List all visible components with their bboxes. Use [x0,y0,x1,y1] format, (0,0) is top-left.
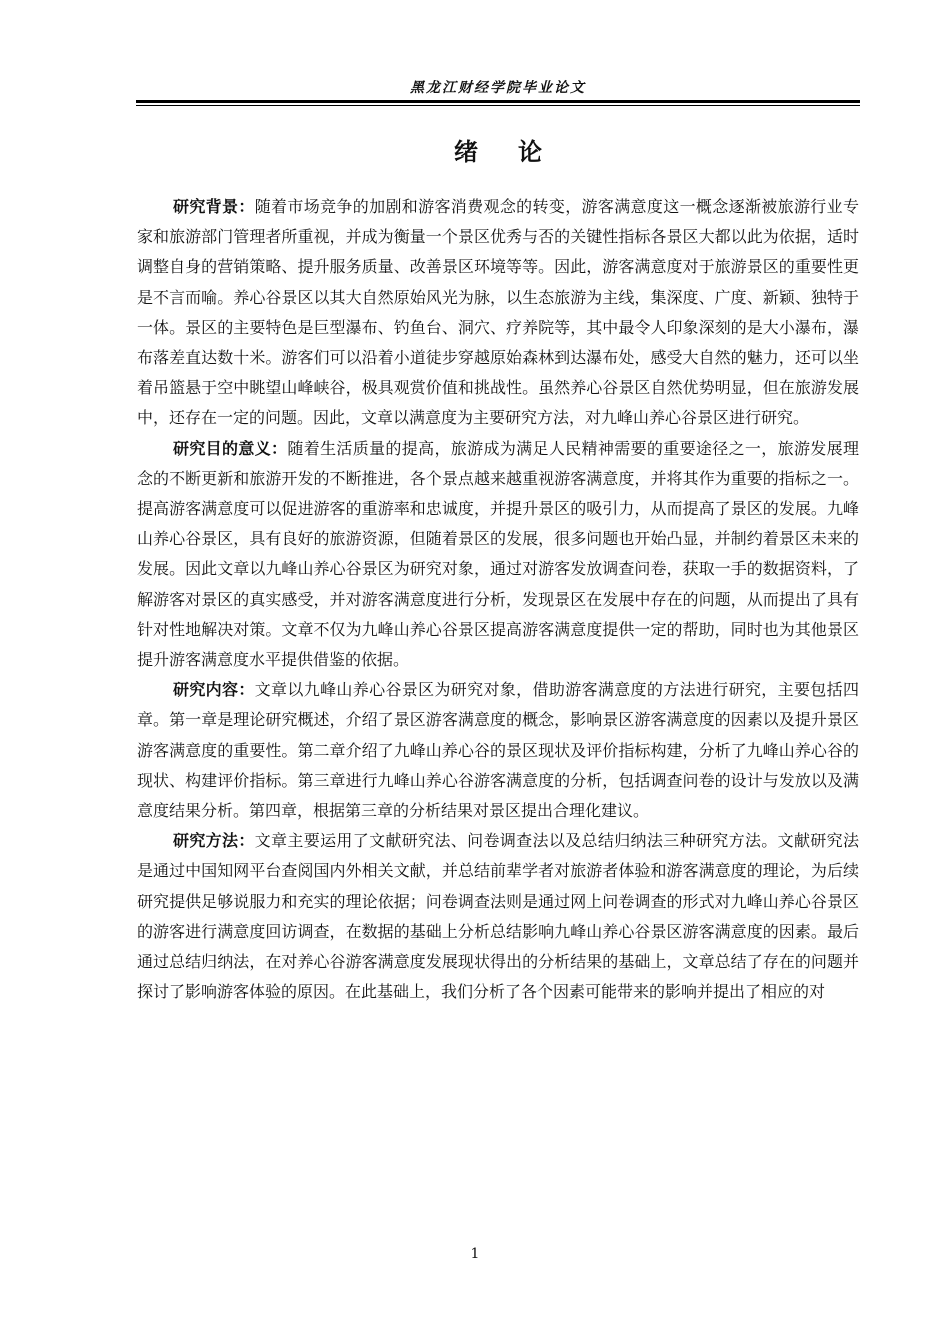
paragraph-content [137,675,859,826]
page-number: 1 [470,1246,480,1262]
header-rule [136,100,860,103]
paragraph-background [137,192,859,434]
paragraph-label: 研究内容： [173,680,255,700]
paragraph-text: 随着生活质量的提高，旅游成为满足人民精神需要的重要途径之一，旅游发展理念的不断更新和旅游开发的不断推进，各个景点越来越重视游客满意度，并将其作为重要的指标之一。提高游客满意度可以促进游客的重游率和忠诚度，并提升景区的吸引力，从而提高了景区的发展。九峰山养心谷景区，具有良好的旅游资源，但随着景区的发展，很多问题也开始凸显，并制约着景区未来的发展。因此文章以九峰山养心谷景区为研究对象，通过对游客发放调查问卷，获取一手的数据资料，了解游客对景区的真实感受，并对游客满意度进行分析，发现景区在发展中存在的问题，从而提出了具有针对性地解决对策。文章不仅为九峰山养心谷景区提高游客满意度提供一定的帮助，同时也为其他景区提升游客满意度水平提供借鉴的依据。 [137,438,859,670]
paragraph-methods [137,826,859,1007]
body-text [137,192,859,1007]
running-header: 黑龙江财经学院毕业论文 [410,80,586,96]
paragraph-label: 研究方法： [173,831,255,851]
paragraph-purpose [137,434,859,676]
chapter-title: 绪论 [454,137,582,166]
paragraph-label: 研究背景： [173,197,255,216]
header-rule-thin [136,105,860,106]
paragraph-label: 研究目的意义： [173,438,288,458]
paragraph-text: 文章主要运用了文献研究法、问卷调查法以及总结归纳法三种研究方法。文献研究法是通过中国知网平台查阅国内外相关文献，并总结前辈学者对旅游者体验和游客满意度的理论，为后续研究提供足够说服力和充实的理论依据；问卷调查法则是通过网上问卷调查的形式对九峰山养心谷景区的游客进行满意度回访调查，在数据的基础上分析总结影响九峰山养心谷景区游客满意度的因素。最后通过总结归纳法，在对养心谷游客满意度发展现状得出的分析结果的基础上，文章总结了存在的问题并探讨了影响游客体验的原因。在此基础上，我们分析了各个因素可能带来的影响并提出了相应的对 [137,831,859,1002]
paragraph-text: 文章以九峰山养心谷景区为研究对象，借助游客满意度的方法进行研究，主要包括四章。第一章是理论研究概述，介绍了景区游客满意度的概念，影响景区游客满意度的因素以及提升景区游客满意度的重要性。第二章介绍了九峰山养心谷的景区现状及评价指标构建，分析了九峰山养心谷的现状、构建评价指标。第三章进行九峰山养心谷游客满意度的分析，包括调查问卷的设计与发放以及满意度结果分析。第四章，根据第三章的分析结果对景区提出合理化建议。 [137,680,859,821]
paragraph-text: 随着市场竞争的加剧和游客消费观念的转变，游客满意度这一概念逐渐被旅游行业专家和旅游部门管理者所重视，并成为衡量一个景区优秀与否的关键性指标各景区大都以此为依据，适时调整自身的营销策略、提升服务质量、改善景区环境等等。因此，游客满意度对于旅游景区的重要性更是不言而喻。养心谷景区以其大自然原始风光为脉，以生态旅游为主线，集深度、广度、新颖、独特于一体。景区的主要特色是巨型瀑布、钓鱼台、洞穴、疗养院等，其中最令人印象深刻的是大小瀑布，瀑布落差直达数十米。游客们可以沿着小道徒步穿越原始森林到达瀑布处，感受大自然的魅力，还可以坐着吊篮悬于空中眺望山峰峡谷，极具观赏价值和挑战性。虽然养心谷景区自然优势明显，但在旅游发展中，还存在一定的问题。因此，文章以满意度为主要研究方法，对九峰山养心谷景区进行研究。 [137,197,859,428]
